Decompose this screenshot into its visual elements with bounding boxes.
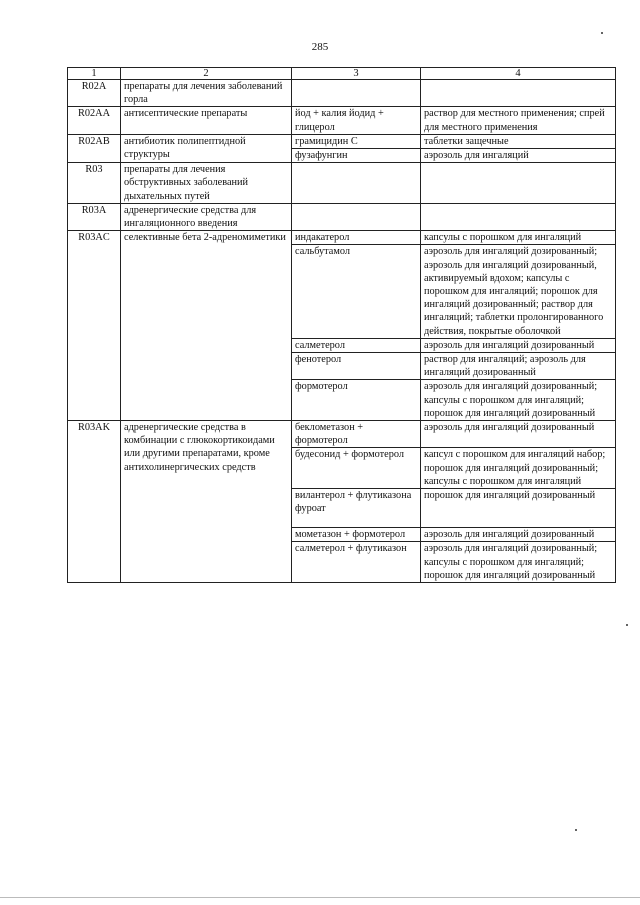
drug-name: сальбутамол [292,245,421,338]
dosage-form: раствор для местного применения; спрей для местного применения [421,107,616,134]
atc-code: R03A [68,203,121,230]
atc-code: R03 [68,163,121,204]
column-header: 3 [292,68,421,80]
column-header: 2 [121,68,292,80]
table-header-row [68,68,616,80]
drug-name: индакатерол [292,231,421,245]
atc-code: R03AC [68,231,121,421]
table-row [68,134,616,148]
table-row [68,203,616,230]
group-name: селективные бета 2-адреномиметики [121,231,292,421]
dosage-form: порошок для ингаляций дозированный [421,489,616,528]
group-name: адренергические средства в комбинации с глюкокортикоидами или другими препаратами, кроме антихолинергических средств [121,421,292,583]
drug-table [67,67,616,583]
column-header: 4 [421,68,616,80]
group-name: препараты для лечения обструктивных заболеваний дыхательных путей [121,163,292,204]
drug-name: салметерол [292,338,421,352]
drug-name: грамицидин С [292,134,421,148]
drug-name: вилантерол + флутиказона фуроат [292,489,421,528]
dosage-form: раствор для ингаляций; аэрозоль для ингаляций дозированный [421,353,616,380]
drug-name: фенотерол [292,353,421,380]
drug-name: салметерол + флутиказон [292,542,421,583]
dosage-form [421,163,616,204]
drug-name [292,163,421,204]
atc-code: R03AK [68,421,121,583]
dosage-form: капсул с порошком для ингаляций набор; порошок для ингаляций дозированный; капсулы с порошком для ингаляций [421,448,616,489]
column-header: 1 [68,68,121,80]
dosage-form: аэрозоль для ингаляций дозированный [421,338,616,352]
dosage-form: аэрозоль для ингаляций дозированный [421,421,616,448]
dosage-form: аэрозоль для ингаляций [421,149,616,163]
group-name: антибиотик полипептидной структуры [121,134,292,162]
atc-code: R02AA [68,107,121,134]
dosage-form [421,203,616,230]
dosage-form: аэрозоль для ингаляций дозированный; капсулы с порошком для ингаляций; порошок для ингаляций дозированный [421,542,616,583]
table-row [68,231,616,245]
drug-name: фузафунгин [292,149,421,163]
group-name: препараты для лечения заболеваний горла [121,80,292,107]
drug-name: мометазон + формотерол [292,528,421,542]
scan-speck [626,624,628,626]
scan-speck [601,32,603,34]
table-row [68,163,616,204]
table-row [68,421,616,448]
dosage-form: аэрозоль для ингаляций дозированный [421,528,616,542]
dosage-form [421,80,616,107]
drug-name [292,203,421,230]
table-row [68,80,616,107]
group-name: адренергические средства для ингаляционного введения [121,203,292,230]
drug-name: беклометазон + формотерол [292,421,421,448]
drug-name: формотерол [292,380,421,421]
drug-name: йод + калия йодид + глицерол [292,107,421,134]
atc-code: R02A [68,80,121,107]
drug-name [292,80,421,107]
dosage-form: аэрозоль для ингаляций дозированный; капсулы с порошком для ингаляций; порошок для ингаляций дозированный [421,380,616,421]
drug-name: будесонид + формотерол [292,448,421,489]
page-number: 285 [311,41,329,53]
scan-speck [575,829,577,831]
atc-code: R02AB [68,134,121,162]
group-name: антисептические препараты [121,107,292,134]
table-row [68,107,616,134]
dosage-form: аэрозоль для ингаляций дозированный; аэрозоль для ингаляций дозированный, активируемый вдохом; капсулы с порошком для ингаляций; порошок для ингаляций дозированный; раствор для ингаляций; таблетки пролонгированного действия, покрытые оболочкой [421,245,616,338]
scan-edge-line [0,897,640,898]
dosage-form: капсулы с порошком для ингаляций [421,231,616,245]
dosage-form: таблетки защечные [421,134,616,148]
